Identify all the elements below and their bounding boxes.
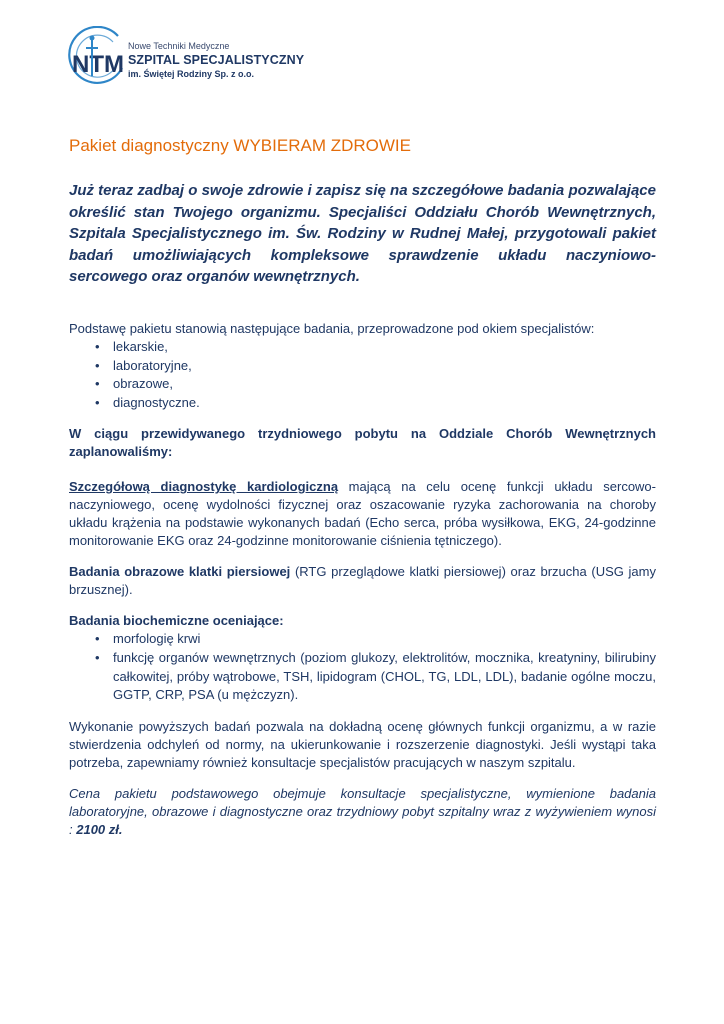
logo-monogram: NTM: [72, 51, 124, 78]
bullet-icon: •: [95, 338, 100, 354]
stay-plan-heading: W ciągu przewidywanego trzydniowego pobytu na Oddziale Chorób Wewnętrznych zaplanowaliśmy:: [69, 426, 656, 460]
price-value: 2100 zł.: [76, 821, 123, 837]
logo-emblem: [66, 26, 128, 92]
imaging-bold: Badania obrazowe klatki piersiowej: [69, 564, 291, 580]
document-body: [69, 136, 656, 839]
list-item: • laboratoryjne,: [69, 357, 656, 376]
bullet-icon: •: [95, 357, 100, 373]
hospital-logo: [66, 26, 306, 98]
list-item: • funkcję organów wewnętrznych (poziom glukozy, elektrolitów, mocznika, kreatyniny, bilirubiny całkowitej, próby wątrobowe, TSH, lipidogram (CHOL, TG, LDL, LDL), badanie ogólne moczu, GGTP, CRP, PSA (u mężczyzn).: [95, 649, 656, 703]
list-item: • lekarskie,: [69, 338, 656, 357]
list-item: • obrazowe,: [69, 375, 656, 394]
summary-paragraph: Wykonanie powyższych badań pozwala na dokładną ocenę głównych funkcji organizmu, a w razie stwierdzenia odchyleń od normy, na ukierunkowanie i rozszerzenie diagnostyki. Jeśli wystąpi taka potrzeba, zapewniamy również konsultacje specjalistów pracujących w naszym szpitalu.: [69, 718, 656, 770]
bullet-icon: •: [95, 649, 100, 665]
lead-paragraph: Już teraz zadbaj o swoje zdrowie i zapisz się na szczegółowe badania pozwalające określić stan Twojego organizmu. Specjaliści Oddziału Chorób Wewnętrznych, Szpitala Specjalistycznego im. Św. Rodziny w Rudnej Małej, przygotowali pakiet badań umożliwiających kompleksowe sprawdzenie układu naczyniowo-sercowego oraz organów wewnętrznych.: [69, 182, 656, 286]
list-item: • morfologię krwi: [69, 630, 656, 649]
bullet-icon: •: [95, 376, 100, 392]
price-paragraph: Cena pakietu podstawowego obejmuje konsultacje specjalistyczne, wymienione badania laboratoryjne, obrazowe i diagnostyczne oraz trzydniowy pobyt szpitalny wraz z wyżywieniem wynosi : 2100 zł.: [69, 785, 656, 837]
cardiology-paragraph: Szczegółową diagnostykę kardiologiczną mającą na celu ocenę funkcji układu sercowo-naczyniowego, ocenę wydolności fizycznej oraz oszacowanie ryzyka zachorowania na choroby układu krążenia na podstawie wykonanych badań (Echo serca, próba wysiłkowa, EKG, 24-godzinne monitorowanie EKG oraz 24-godzinne monitorowanie ciśnienia tętniczego).: [69, 479, 656, 549]
biochem-list: [69, 630, 656, 704]
intro-paragraph: Podstawę pakietu stanowią następujące badania, przeprowadzone pod okiem specjalistów:: [69, 320, 595, 336]
logo-line1: Nowe Techniki Medyczne: [128, 41, 230, 51]
list-item: • diagnostyczne.: [69, 394, 656, 413]
logo-line2: SZPITAL SPECJALISTYCZNY: [128, 53, 305, 67]
page-title: Pakiet diagnostyczny WYBIERAM ZDROWIE: [69, 136, 411, 155]
biochem-heading: Badania biochemiczne oceniające:: [69, 613, 284, 629]
bullet-icon: •: [95, 394, 100, 410]
imaging-paragraph: Badania obrazowe klatki piersiowej (RTG przeglądowe klatki piersiowej) oraz brzucha (USG jamy brzusznej).: [69, 564, 656, 598]
logo-line3: im. Świętej Rodziny Sp. z o.o.: [128, 68, 255, 79]
exam-types-list: [69, 338, 656, 412]
bullet-icon: •: [95, 631, 100, 647]
cardiology-bold: Szczegółową diagnostykę kardiologiczną: [69, 479, 339, 495]
